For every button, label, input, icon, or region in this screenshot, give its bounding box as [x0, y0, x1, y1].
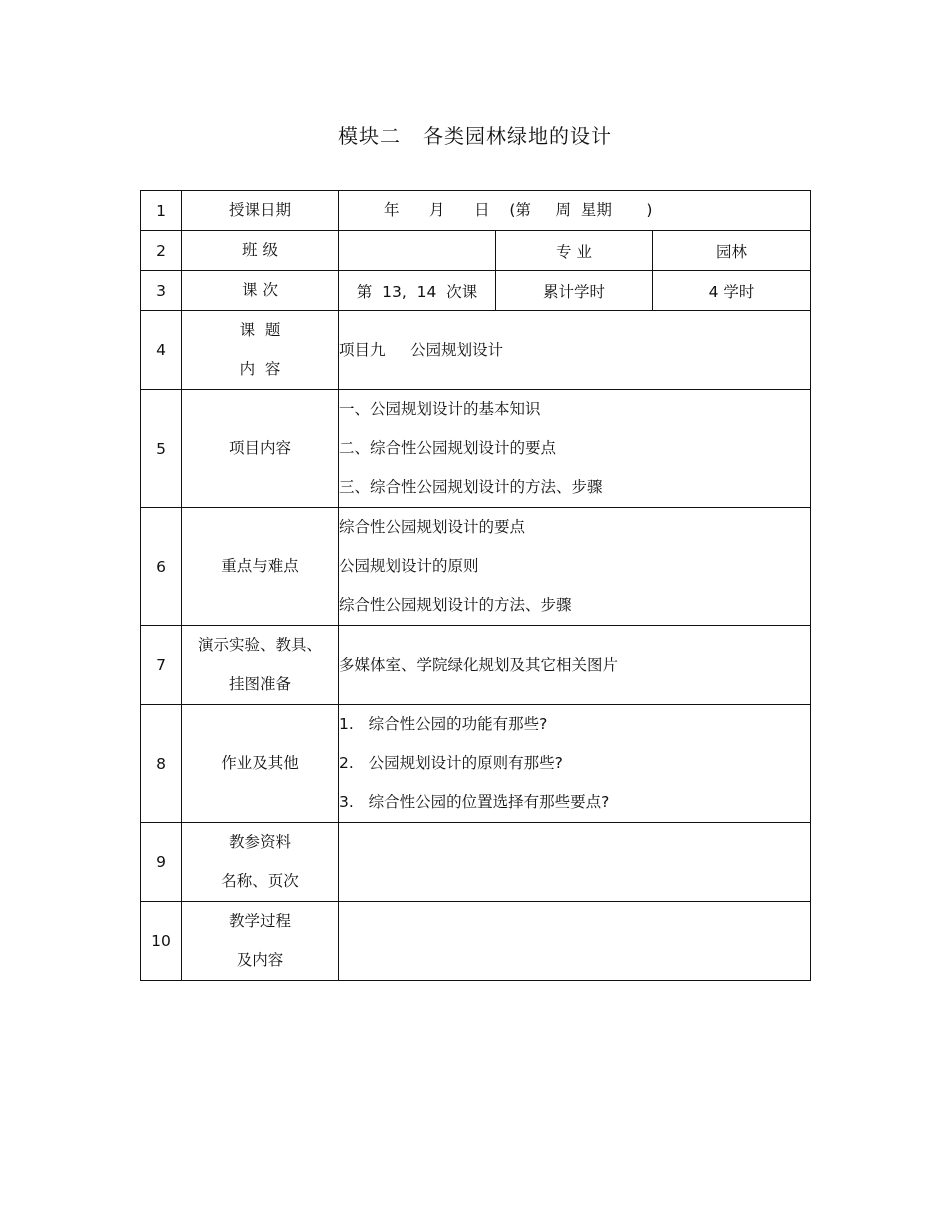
teaching-process-label-line: 及内容	[236, 951, 284, 969]
lesson-plan-table	[140, 190, 811, 981]
topic-label-line: 课 题	[239, 321, 281, 339]
list-item: 二、综合性公园规划设计的要点	[339, 439, 557, 457]
class-label: 班 级	[182, 231, 339, 271]
key-points-list	[339, 508, 811, 626]
cumulative-hours-value: 4 学时	[653, 271, 811, 311]
page-title: 模块二 各类园林绿地的设计	[337, 124, 613, 148]
session-value: 第 13, 14 次课	[339, 271, 496, 311]
homework-list	[339, 705, 811, 823]
table-row	[141, 390, 811, 508]
row-number: 2	[141, 231, 182, 271]
table-row	[141, 626, 811, 705]
table-row	[141, 311, 811, 390]
list-item: 2. 公园规划设计的原则有那些?	[339, 754, 563, 772]
teaching-date-value	[339, 191, 811, 231]
list-item: 综合性公园规划设计的方法、步骤	[339, 596, 572, 614]
teaching-date-label: 授课日期	[182, 191, 339, 231]
row-number: 7	[141, 626, 182, 705]
topic-text: 项目九 公园规划设计	[339, 340, 504, 359]
demo-prep-value	[339, 626, 811, 705]
table-row	[141, 231, 811, 271]
teaching-date-text: 年 月 日 (第 周 星期 )	[384, 201, 653, 219]
demo-prep-label-line: 挂图准备	[228, 675, 291, 693]
list-item: 公园规划设计的原则	[339, 557, 479, 575]
homework-label: 作业及其他	[182, 705, 339, 823]
list-item: 综合性公园规划设计的要点	[339, 518, 526, 536]
row-number: 6	[141, 508, 182, 626]
major-label: 专 业	[496, 231, 653, 271]
table-row	[141, 705, 811, 823]
row-number: 8	[141, 705, 182, 823]
references-label-line: 教参资料	[228, 833, 291, 851]
class-value	[339, 231, 496, 271]
demo-prep-label	[182, 626, 339, 705]
topic-label	[182, 311, 339, 390]
table-row	[141, 191, 811, 231]
project-content-list	[339, 390, 811, 508]
cumulative-hours-label: 累计学时	[496, 271, 653, 311]
project-content-label: 项目内容	[182, 390, 339, 508]
topic-value	[339, 311, 811, 390]
references-label	[182, 823, 339, 902]
table-row	[141, 823, 811, 902]
row-number: 3	[141, 271, 182, 311]
row-number: 4	[141, 311, 182, 390]
teaching-process-label-line: 教学过程	[228, 912, 291, 930]
key-points-label: 重点与难点	[182, 508, 339, 626]
demo-prep-label-line: 演示实验、教具、	[197, 636, 322, 654]
demo-prep-text: 多媒体室、学院绿化规划及其它相关图片	[339, 655, 619, 674]
list-item: 三、综合性公园规划设计的方法、步骤	[339, 478, 603, 496]
references-label-line: 名称、页次	[221, 872, 299, 890]
list-item: 3. 综合性公园的位置选择有那些要点?	[339, 793, 610, 811]
row-number: 5	[141, 390, 182, 508]
row-number: 10	[141, 902, 182, 981]
list-item: 一、公园规划设计的基本知识	[339, 400, 541, 418]
references-value	[339, 823, 811, 902]
session-label: 课 次	[182, 271, 339, 311]
teaching-process-label	[182, 902, 339, 981]
major-value: 园林	[653, 231, 811, 271]
row-number: 1	[141, 191, 182, 231]
table-row	[141, 271, 811, 311]
table-row	[141, 902, 811, 981]
row-number: 9	[141, 823, 182, 902]
topic-label-line: 内 容	[239, 360, 281, 378]
table-row	[141, 508, 811, 626]
list-item: 1. 综合性公园的功能有那些?	[339, 715, 548, 733]
teaching-process-value	[339, 902, 811, 981]
